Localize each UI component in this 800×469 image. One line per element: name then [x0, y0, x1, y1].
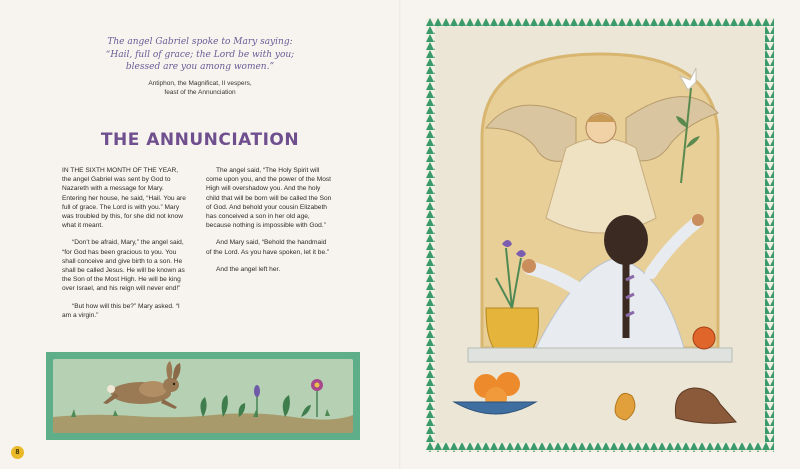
paragraph: “But how will this be?” Mary asked. “I am a virgin.”: [62, 302, 180, 319]
decorative-strip: [46, 352, 360, 440]
windowsill: [468, 348, 732, 362]
paragraph: The angel said, “The Holy Spirit will come upon you, and the power of the Most High will overshadow you. And the holy child that will be born will be called the Son of God. And behold your cousin Elizabeth has conceived a son in her old age, because nothing is impossible with God.”: [206, 167, 332, 230]
attribution-line: feast of the Annunciation: [164, 89, 236, 96]
strip-panel: [53, 359, 353, 433]
epigraph-line: The angel Gabriel spoke to Mary saying:: [107, 37, 293, 47]
epigraph: [80, 36, 320, 98]
annunciation-illustration: [426, 18, 774, 452]
attribution-line: Antiphon, the Magnificat, II vespers,: [148, 79, 252, 87]
epigraph-line: blessed are you among women.”: [125, 62, 275, 72]
epigraph-attribution: [80, 79, 320, 98]
paragraph: IN THE SIXTH MONTH OF THE YEAR, the angel Gabriel was sent by God to Nazareth with a message for Mary. Entering her house, he said, “Hail. You are full of grace. The Lord is with you.” Mary was troubled by this, for she did not know what it meant.: [62, 167, 186, 230]
apple: [693, 327, 715, 349]
text-column-right: [206, 166, 332, 282]
text-column-left: [62, 166, 188, 328]
page-number-badge: 8: [11, 446, 24, 459]
paragraph: And the angel left her.: [216, 265, 281, 273]
hare-flowers-illustration: [53, 359, 353, 433]
page-gutter: [399, 0, 401, 469]
chapter-title: THE ANNUNCIATION: [100, 130, 300, 150]
epigraph-line: “Hail, full of grace; the Lord be with you;: [105, 49, 295, 60]
paragraph: “Don’t be afraid, Mary,” the angel said, “for God has been gracious to you. You shall conceive and give birth to a son. He shall be called Jesus. He will be known as the Son of the Most High. He will be king over Israel, and his reign will never end!”: [62, 239, 185, 293]
paragraph: And Mary said, “Behold the handmaid of the Lord. As you have spoken, let it be.”: [206, 239, 330, 256]
hare-figure: [103, 361, 181, 409]
